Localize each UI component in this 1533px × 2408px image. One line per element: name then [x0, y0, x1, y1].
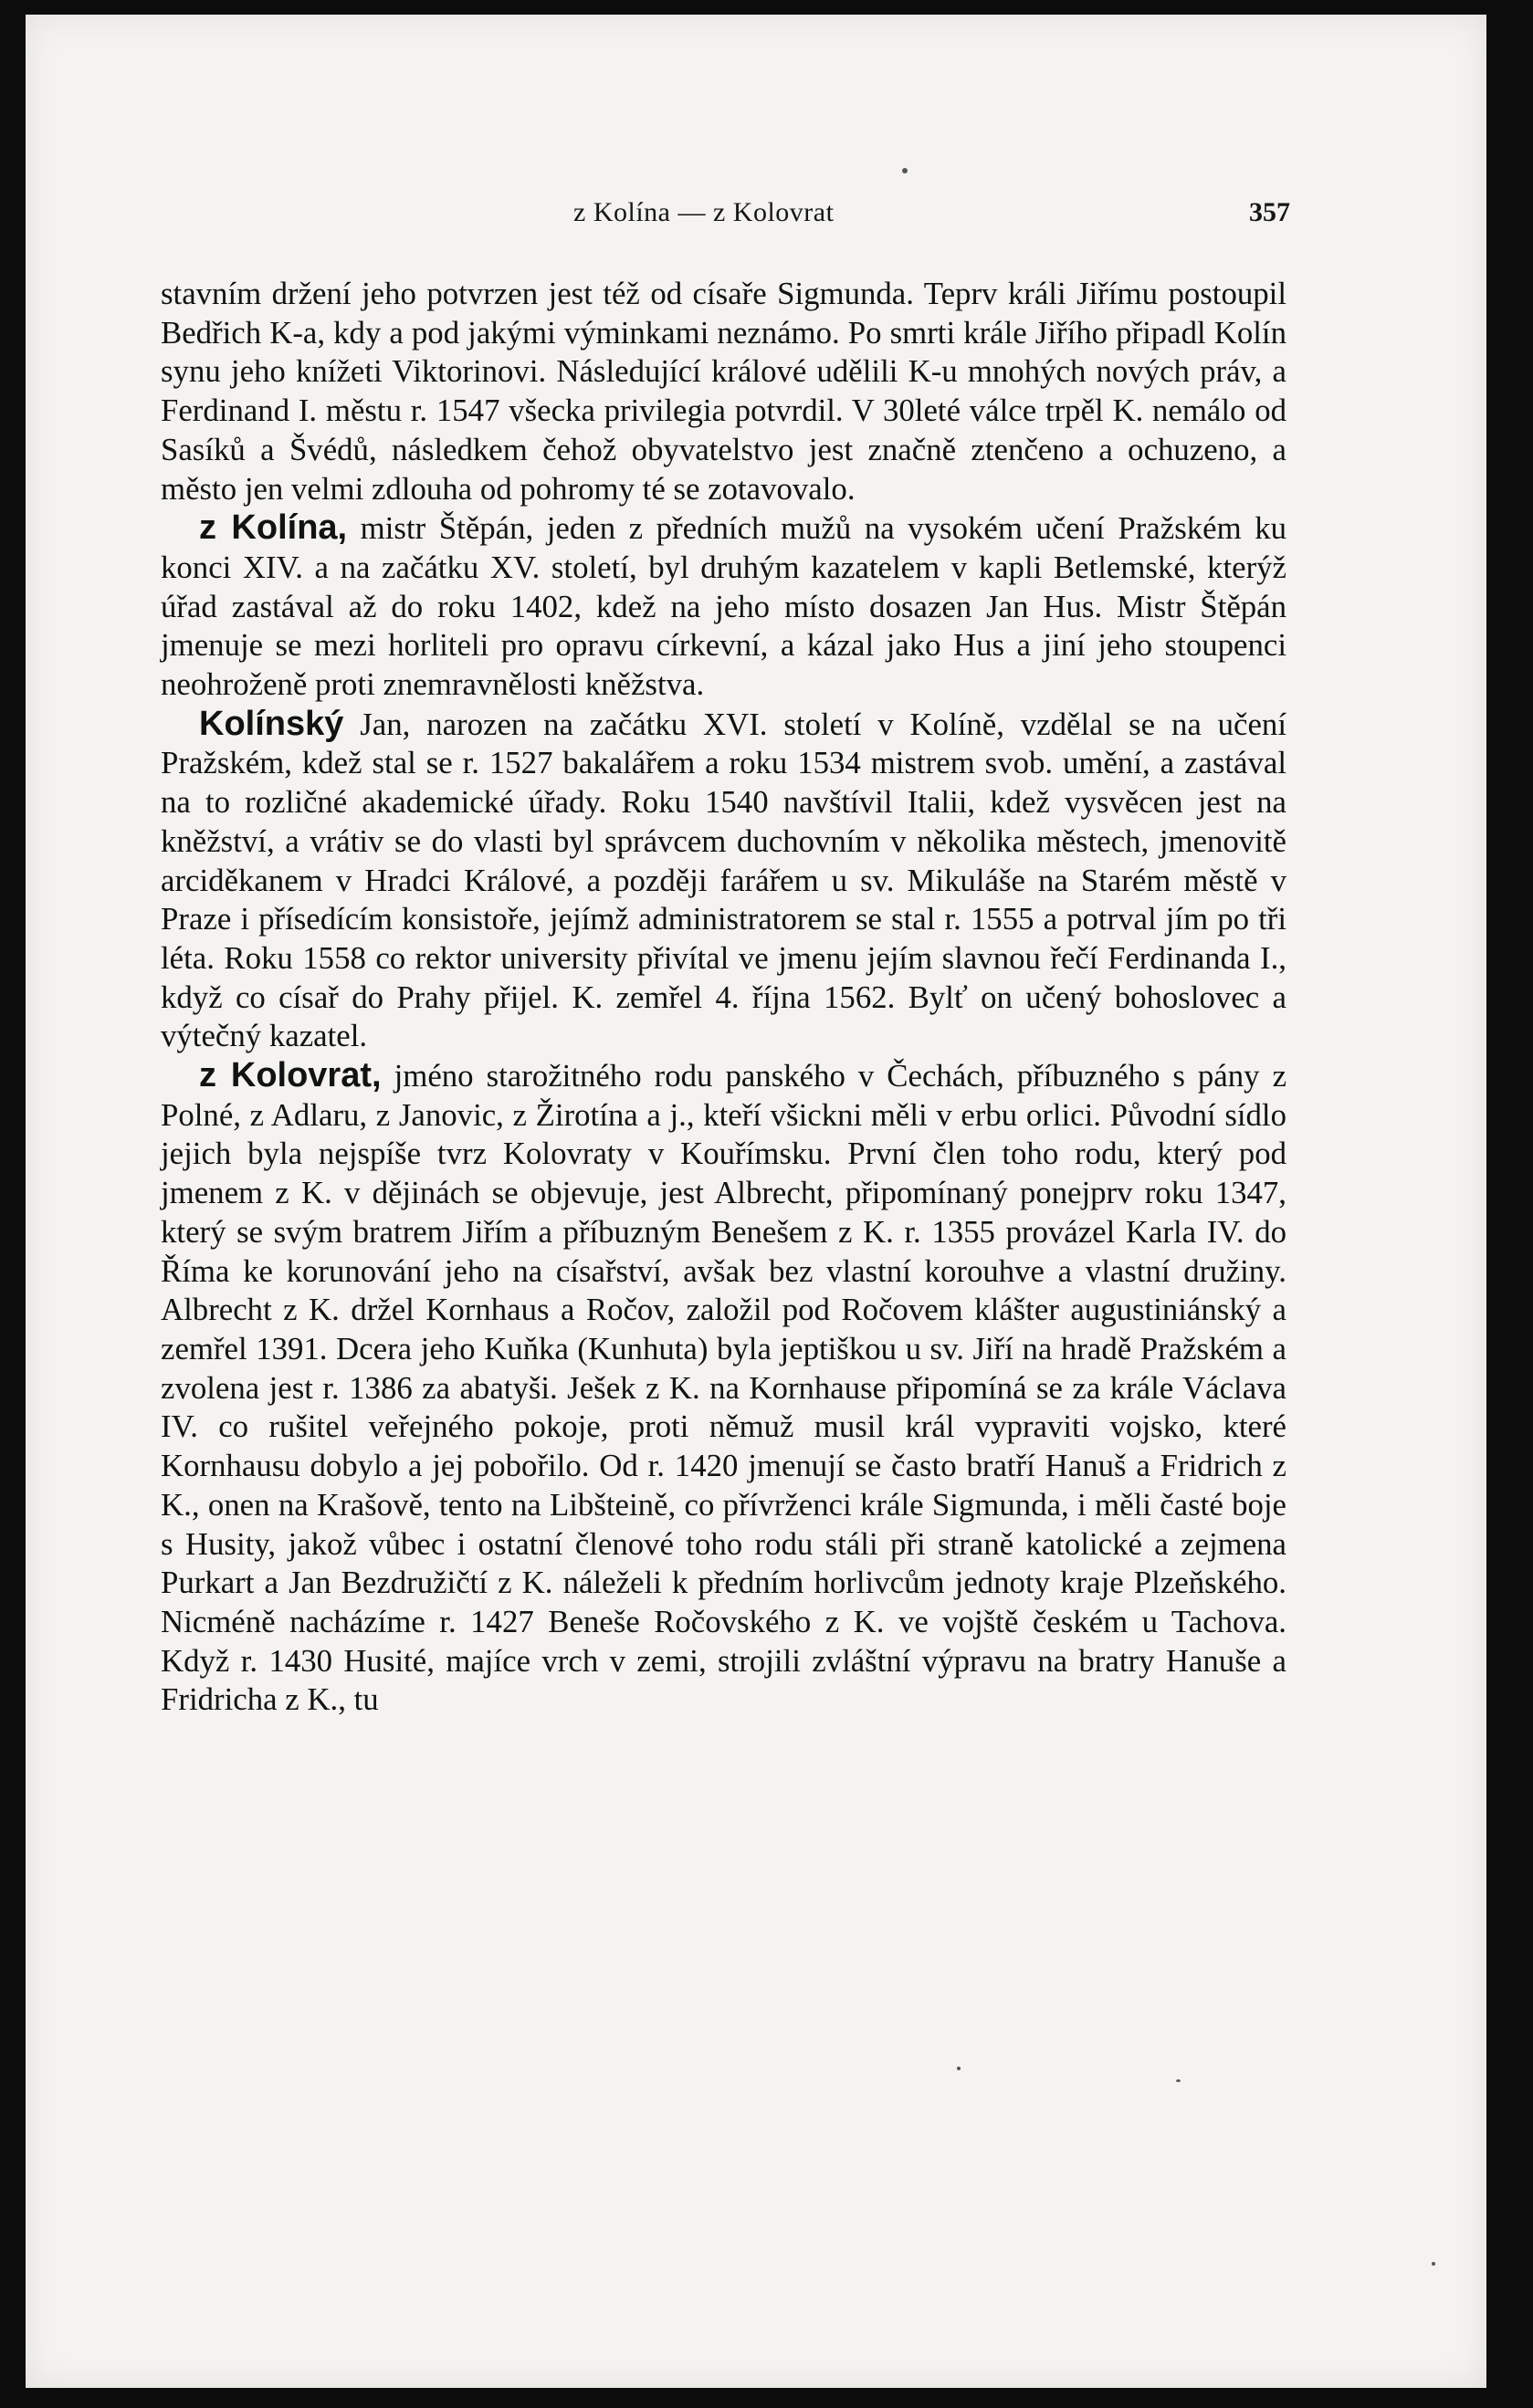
entry-z-kolina	[161, 508, 1286, 705]
print-speck	[1432, 2262, 1435, 2266]
running-title: z Kolína — z Kolovrat	[573, 197, 835, 227]
entry-kolinsky	[161, 705, 1286, 1056]
paragraph-text: stavním držení jeho potvrzen jest též od císaře Sigmunda. Teprv králi Jiřímu postoupil Bedřich K-a, kdy a pod jakými výminkami neznámo. Po smrti krále Jiřího připadl Kolín synu jeho knížeti Viktorinovi. Následující králové udělili K-u mnohých nových práv, a Ferdinand I. městu r. 1547 všecka privilegia potvrdil. V 30leté válce trpěl K. nemálo od Sasíků a Švédů, následkem čehož obyvatelstvo jest značně ztenčeno a ochuzeno, a město jen velmi zdlouha od pohromy té se zotavovalo.	[161, 276, 1286, 507]
entry-z-kolovrat	[161, 1056, 1286, 1720]
print-speck	[1176, 2079, 1181, 2082]
entry-headword: z Kolína,	[199, 508, 348, 548]
scanned-page	[26, 15, 1486, 2388]
entry-text: Jan, narozen na začátku XVI. století v Kolíně, vzdělal se na učení Pražském, kdež stal se r. 1527 bakalářem a roku 1534 mistrem svob. umění, a zastával na to rozličné akademické úřady. Roku 1540 navštívil Italii, kdež vysvěcen jest na kněžství, a vrátiv se do vlasti byl správcem duchovním v několika městech, jmenovitě arciděkanem v Hradci Králové, a později farářem u sv. Mikuláše na Starém městě v Praze i přísedícím konsistoře, jejímž administratorem se stal r. 1555 a potrval jím po tři léta. Roku 1558 co rektor university přivítal ve jmenu jejím slavnou řečí Ferdinanda I., když co císař do Prahy přijel. K. zemřel 4. října 1562. Bylť on učený bohoslovec a výtečný kazatel.	[161, 706, 1286, 1054]
text-column	[161, 275, 1286, 1720]
running-head	[26, 197, 1486, 234]
entry-text: mistr Štěpán, jeden z předních mužů na vysokém učení Pražském ku konci XIV. a na začátku XV. století, byl druhým kazatelem v kapli Betlemské, kterýž úřad zastával až do roku 1402, kdež na jeho místo dosazen Jan Hus. Mistr Štěpán jmenuje se mezi horliteli pro opravu církevní, a kázal jako Hus a jiní jeho stoupenci neohroženě proti znemravnělosti kněžstva.	[161, 510, 1287, 703]
entry-headword: Kolínský	[199, 704, 344, 743]
print-speck	[902, 168, 908, 173]
entry-text: jméno starožitného rodu panského v Čechách, příbuzného s pány z Polné, z Adlaru, z Janovic, z Žirotína a j., kteří všickni měli v erbu orlici. Původní sídlo jejich byla nejspíše tvrz Kolovraty v Kouřímsku. První člen toho rodu, který pod jmenem z K. v dějinách se objevuje, jest Albrecht, připomínaný ponejprv roku 1347, který se svým bratrem Jiřím a příbuzným Benešem z K. r. 1355 provázel Karla IV. do Říma ke korunování jeho na císařství, avšak bez vlastní korouhve a vlastní družiny. Albrecht z K. držel Kornhaus a Ročov, založil pod Ročovem klášter augustiniánský a zemřel 1391. Dcera jeho Kuňka (Kunhuta) byla jeptiškou u sv. Jiří na hradě Pražském a zvolena jest r. 1386 za abatyši. Ješek z K. na Kornhause připomíná se za krále Václava IV. co rušitel veřejného pokoje, proti němuž musil král vypraviti vojsko, které Kornhausu dobylo a jej pobořilo. Od r. 1420 jmenují se často bratří Hanuš a Fridrich z K., onen na Krašově, tento na Libšteině, co přívrženci krále Sigmunda, i měli časté boje s Husity, jakož vůbec i ostatní členové toho rodu stáli při straně katolické a zejmena Purkart a Jan Bezdružičtí z K. náleželi k předním horlivcům jednoty kraje Plzeňského. Nicméně nacházíme r. 1427 Beneše Ročovského z K. ve vojště českém u Tachova. Když r. 1430 Husité, majíce vrch v zemi, strojili zvláštní výpravu na bratry Hanuše a Fridricha z K., tu	[161, 1058, 1287, 1718]
print-speck	[957, 2067, 961, 2070]
entry-headword: z Kolovrat,	[199, 1056, 382, 1095]
page-number: 357	[1249, 197, 1290, 227]
paragraph-kolin-history	[161, 275, 1286, 508]
